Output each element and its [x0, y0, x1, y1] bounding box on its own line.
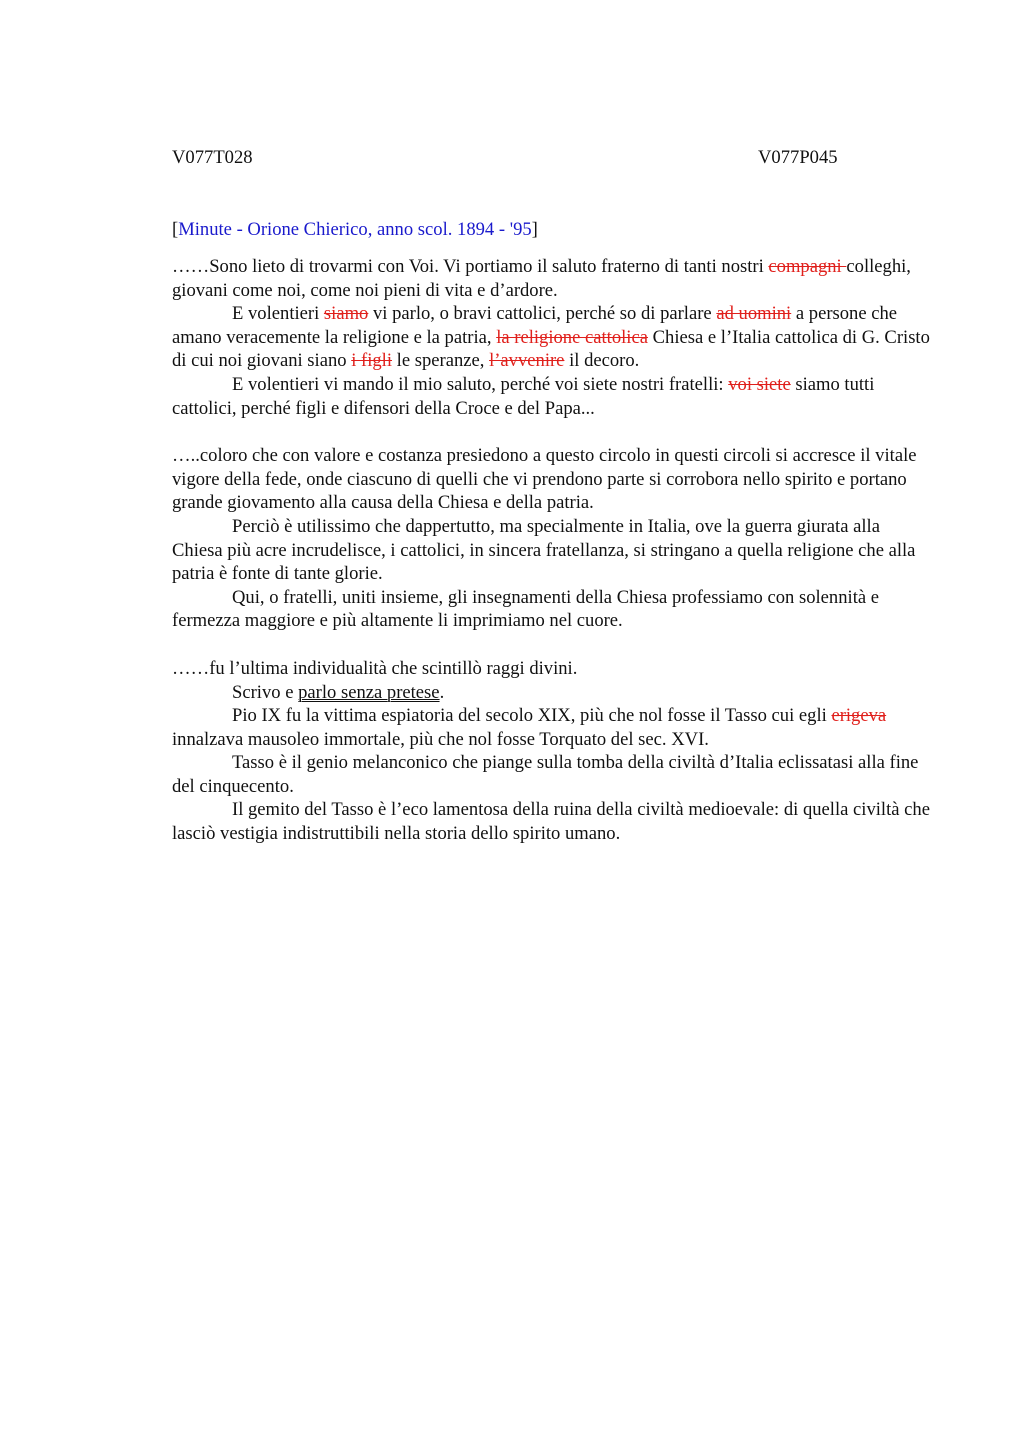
text-run: E volentieri vi mando il mio saluto, perché voi siete nostri fratelli: [232, 373, 729, 395]
paragraph-p5 [172, 515, 932, 586]
text-run: …..coloro che con valore e costanza presiedono a questo circolo in questi circoli si accresce il vitale vigore della fede, onde ciascuno di quelli che vi prendono parte si corrobora nello spirito e portano grande giovamento alla causa della Chiesa e della patria. [172, 445, 917, 514]
paragraph-p8 [172, 681, 932, 705]
section-greeting [172, 255, 932, 420]
text-run: ……Sono lieto di trovarmi con Voi. Vi portiamo il saluto fraterno di tanti nostri [172, 256, 769, 277]
code-left: V077T028 [172, 147, 253, 168]
text-run: vi parlo, o bravi cattolici, perché so di parlare [368, 303, 717, 325]
deleted-text: ad uomini [716, 303, 792, 325]
text-run: le speranze, [392, 350, 490, 372]
document-page [172, 144, 932, 846]
deleted-text: compagni [768, 256, 847, 277]
text-run: colleghi, giovani come noi, come noi pieni di vita e d’ardore. [172, 256, 911, 301]
text-run: innalzava mausoleo immortale, più che nol fosse Torquato del sec. XVI. [172, 728, 709, 750]
section-circles [172, 444, 932, 633]
text-run: E volentieri [232, 303, 324, 325]
header-bracket-open: [ [172, 219, 179, 240]
paragraph-p3 [172, 373, 932, 420]
text-run: siamo tutti cattolici, perché figli e difensori della Croce e del Papa... [172, 373, 875, 419]
paragraph-p6 [172, 586, 932, 633]
document-header [172, 216, 932, 244]
text-run: Qui, o fratelli, uniti insieme, gli insegnamenti della Chiesa professiamo con solennità e fermezza maggiore e più altamente li imprimiamo nel cuore. [172, 586, 880, 632]
text-run: . [439, 681, 445, 703]
text-run: il decoro. [564, 350, 640, 372]
deleted-text: siamo [323, 303, 369, 325]
document-codes [172, 144, 932, 174]
paragraph-p10 [172, 751, 932, 798]
paragraph-p9 [172, 704, 932, 751]
deleted-text: i figli [351, 350, 393, 372]
paragraph-p11 [172, 798, 932, 845]
text-run: ……fu l’ultima individualità che scintillò raggi divini. [172, 657, 578, 679]
deleted-text: la religione cattolica [496, 326, 648, 348]
deleted-text: voi siete [728, 373, 791, 395]
code-right: V077P045 [758, 147, 838, 168]
paragraph-p4 [172, 444, 932, 515]
deleted-text: l’avvenire [489, 350, 565, 372]
paragraph-p2 [172, 302, 932, 373]
double-underlined-text: parlo senza pretese [298, 681, 440, 703]
text-run: Perciò è utilissimo che dappertutto, ma specialmente in Italia, ove la guerra giurata alla Chiesa più acre incrudelisce, i cattolici, in sincera fratellanza, si stringano a quella religione che alla patria è fonte di tante glorie. [172, 515, 916, 585]
header-bracket-close: ] [531, 219, 538, 240]
deleted-text: erigeva [831, 705, 887, 727]
text-run: Scrivo e [232, 681, 299, 703]
header-title: Minute - Orione Chierico, anno scol. 1894 - '95 [178, 219, 532, 240]
text-run: Tasso è il genio melanconico che piange sulla tomba della civiltà d’Italia eclissatasi alla fine del cinquecento. [172, 752, 919, 797]
text-run: Pio IX fu la vittima espiatoria del secolo XIX, più che nol fosse il Tasso cui egli [232, 705, 832, 727]
text-run: a persone che amano veracemente la religione e la patria, [172, 303, 898, 348]
paragraph-p1 [172, 255, 932, 302]
paragraph-p7 [172, 657, 932, 681]
text-run: Il gemito del Tasso è l’eco lamentosa della ruina della civiltà medioevale: di quella civiltà che lasciò vestigia indistruttibili nella storia dello spirito umano. [172, 799, 930, 845]
section-tasso [172, 657, 932, 846]
text-run: Chiesa e l’Italia cattolica di G. Cristo di cui noi giovani siano [172, 326, 930, 372]
